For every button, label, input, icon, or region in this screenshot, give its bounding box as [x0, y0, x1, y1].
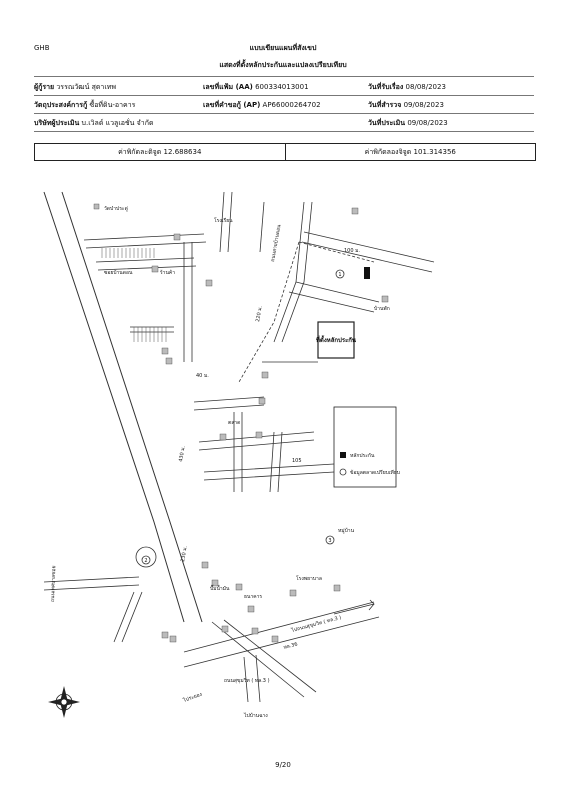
longitude: ค่าพิกัดลองจิจูด 101.314356 [285, 144, 536, 160]
request-label: เลขที่คำขอกู้ (AP) [203, 101, 261, 109]
received-row [368, 82, 446, 93]
label-soi: ซอยบ้านดอน [104, 270, 133, 276]
soi-2 [96, 258, 196, 270]
label-market: ตลาด [228, 420, 241, 426]
label-road-main: ถนนสุขุมวิท ( ทล.3 ) [224, 678, 270, 684]
received-label: วันที่รับเรื่อง [368, 83, 404, 91]
label-shop: ร้านค้า [160, 270, 176, 276]
label-dist-40: 40 ม. [196, 373, 209, 379]
appraise-date-value: 09/08/2023 [407, 119, 448, 127]
label-ban-chang: ไปบ้านฉาง [244, 713, 268, 719]
file-label: เลขที่แฟ้ม (AA) [203, 83, 253, 91]
divider-row3 [34, 131, 534, 132]
request-row [203, 100, 321, 111]
received-value: 08/08/2023 [405, 83, 446, 91]
label-house: บ้านพัก [374, 306, 390, 312]
divider-row2 [34, 113, 534, 114]
label-village: หมู่บ้าน [338, 528, 354, 534]
label-rayong: ไประยอง [182, 691, 203, 704]
compass-icon [48, 686, 80, 718]
appraiser-label: บริษัทผู้ประเมิน [34, 119, 80, 127]
compare-num-3: 3 [328, 538, 332, 544]
purpose-label: วัตถุประสงค์การกู้ [34, 101, 88, 109]
highway-36-top [184, 602, 374, 652]
soi-upper [84, 234, 206, 248]
mid-road-3 [204, 464, 334, 480]
divider-row1 [34, 95, 534, 96]
corner-code: GHB [34, 44, 50, 52]
latitude: ค่าพิกัดละติจูด 12.688634 [118, 148, 202, 156]
purpose-row [34, 100, 135, 111]
label-dist-230: 230 ม. [180, 545, 189, 563]
page-subtitle: แสดงที่ตั้งหลักประกันและแปลงเปรียบเทียบ [219, 61, 347, 69]
compare-num-2: 2 [144, 558, 148, 564]
legend-compare-text: ข้อมูลตลาดเปรียบเทียบ [350, 470, 400, 476]
collateral-label: ที่ตั้งหลักประกัน [315, 337, 357, 344]
collateral-marker [364, 267, 370, 279]
borrower-row [34, 82, 116, 93]
soi-vertical [184, 242, 192, 362]
file-row [203, 82, 309, 93]
survey-value: 09/08/2023 [403, 101, 444, 109]
label-dist-220: 220 ม. [255, 305, 264, 323]
label-gas: ปั๊มน้ำมัน [210, 586, 230, 592]
borrower-value: วรรณวัฒน์ สุดาเทพ [56, 83, 116, 91]
hatched-lots [102, 248, 166, 342]
borrower-label: ผู้กู้ราย [34, 83, 55, 91]
label-school: โรงเรียน [214, 218, 233, 224]
mid-vertical-2 [270, 432, 282, 492]
legend-collateral-text: หลักประกัน [350, 453, 375, 459]
label-to-sukhumvit: ไปถนนสุขุมวิท ( ทล.3 ) [290, 614, 343, 634]
appraiser-row [34, 118, 154, 129]
highway-36-bottom [184, 617, 379, 667]
appraise-date-label: วันที่ประเมิน [368, 119, 406, 127]
lot-road-a [296, 282, 379, 302]
request-value: AP66000264702 [262, 101, 321, 109]
label-bank: ธนาคาร [244, 594, 263, 600]
divider-top [34, 76, 534, 77]
label-nong-bua: ถนนเทศบาลซอย [50, 565, 58, 603]
label-road-36: ทล.36 [282, 641, 299, 651]
file-value: 600334013001 [255, 83, 309, 91]
lot-road-b [289, 292, 374, 312]
label-num-105: 105 [292, 458, 302, 464]
sketch-map [34, 162, 534, 742]
compare-num-1: 1 [338, 272, 342, 278]
appraiser-value: บ.เวิลด์ แวลูเอชั่น จำกัด [81, 119, 154, 127]
right-road-a [274, 202, 304, 342]
legend-collateral-swatch [340, 452, 346, 458]
label-temple: วัดป่าประดู่ [104, 206, 128, 212]
coordinate-box [34, 143, 536, 161]
road-lower-left [44, 577, 139, 590]
road-lower-left-diag [114, 592, 142, 642]
soi-3 [130, 327, 174, 332]
soi-top-2 [260, 202, 264, 252]
survey-row [368, 100, 444, 111]
appraise-date-row [368, 118, 448, 129]
page-title: แบบเขียนแผนที่สังเขป [249, 44, 317, 52]
purpose-value: ซื้อที่ดิน-อาคาร [89, 101, 136, 109]
mid-road-1 [194, 397, 264, 410]
label-road-soi: ถนนสายบ้านดอน [270, 224, 283, 263]
map-svg [34, 162, 534, 742]
survey-label: วันที่สำรวจ [368, 101, 402, 109]
label-dist-100: 100 ม. [344, 248, 361, 254]
label-dist-430: 430 ม. [178, 445, 187, 463]
label-hospital: โรงพยาบาล [296, 576, 322, 582]
page-number: 9/20 [275, 761, 291, 769]
